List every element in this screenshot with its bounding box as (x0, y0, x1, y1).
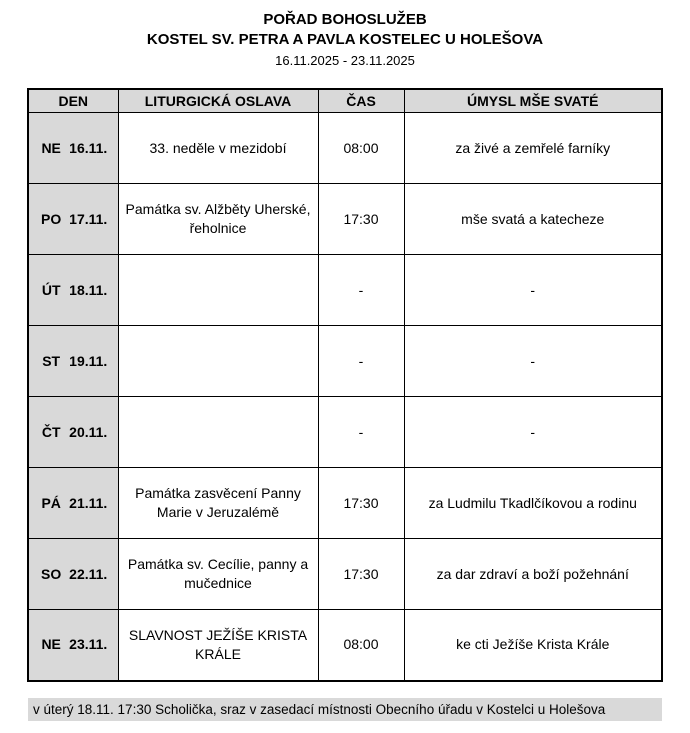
column-header-intention: ÚMYSL MŠE SVATÉ (404, 89, 662, 113)
column-header-celebration: LITURGICKÁ OSLAVA (118, 89, 318, 113)
header-row (28, 89, 662, 113)
intention-cell: - (404, 326, 662, 397)
intention-cell: za Ludmilu Tkadlčíkovou a rodinu (404, 468, 662, 539)
celebration-cell: 33. neděle v mezidobí (118, 113, 318, 184)
celebration-cell (118, 326, 318, 397)
time-cell: 08:00 (318, 113, 404, 184)
table-row (28, 113, 662, 184)
table-row (28, 397, 662, 468)
celebration-cell: Památka zasvěcení Panny Marie v Jeruzalémě (118, 468, 318, 539)
day-cell (28, 539, 118, 610)
day-abbr: PÁ (41, 494, 61, 511)
table-row (28, 326, 662, 397)
intention-cell: - (404, 397, 662, 468)
day-cell (28, 397, 118, 468)
time-cell: - (318, 397, 404, 468)
day-abbr: NE (41, 139, 61, 156)
day-date: 20.11. (69, 423, 108, 440)
day-cell (28, 113, 118, 184)
page-title: POŘAD BOHOSLUŽEB (263, 11, 427, 28)
church-name: KOSTEL SV. PETRA A PAVLA KOSTELEC U HOLEŠOVA (146, 31, 544, 48)
day-abbr: ST (42, 352, 61, 369)
table-row (28, 610, 662, 681)
day-abbr: SO (41, 565, 62, 582)
day-date: 23.11. (69, 636, 108, 653)
time-cell: 17:30 (318, 468, 404, 539)
time-cell: - (318, 255, 404, 326)
table-row (28, 255, 662, 326)
date-range: 16.11.2025 - 23.11.2025 (275, 53, 415, 68)
intention-cell: za dar zdraví a boží požehnání (404, 539, 662, 610)
intention-cell: za živé a zemřelé farníky (404, 113, 662, 184)
day-cell (28, 468, 118, 539)
table-row (28, 539, 662, 610)
celebration-cell: Památka sv. Alžběty Uherské, řeholnice (118, 184, 318, 255)
time-cell: - (318, 326, 404, 397)
day-date: 19.11. (69, 352, 108, 369)
day-abbr: PO (41, 210, 62, 227)
table-row (28, 184, 662, 255)
day-cell (28, 255, 118, 326)
day-date: 17.11. (69, 210, 108, 227)
day-abbr: ÚT (41, 281, 61, 298)
celebration-cell: Památka sv. Cecílie, panny a mučednice (118, 539, 318, 610)
celebration-cell (118, 255, 318, 326)
day-date: 18.11. (69, 281, 108, 298)
intention-cell: ke cti Ježíše Krista Krále (404, 610, 662, 681)
day-date: 21.11. (69, 494, 108, 511)
intention-cell: mše svatá a katecheze (404, 184, 662, 255)
time-cell: 08:00 (318, 610, 404, 681)
time-cell: 17:30 (318, 184, 404, 255)
time-cell: 17:30 (318, 539, 404, 610)
table-row (28, 468, 662, 539)
day-date: 16.11. (69, 139, 108, 156)
day-abbr: ČT (41, 423, 61, 440)
day-cell (28, 326, 118, 397)
day-cell (28, 610, 118, 681)
day-cell (28, 184, 118, 255)
day-date: 22.11. (69, 565, 108, 582)
celebration-cell (118, 397, 318, 468)
intention-cell: - (404, 255, 662, 326)
schedule-table (27, 88, 663, 682)
day-abbr: NE (41, 636, 61, 653)
celebration-cell: SLAVNOST JEŽÍŠE KRISTA KRÁLE (118, 610, 318, 681)
column-header-time: ČAS (318, 89, 404, 113)
column-header-day: DEN (28, 89, 118, 113)
footer-note: v úterý 18.11. 17:30 Scholička, sraz v zasedací místnosti Obecního úřadu v Kostelci u Holešova (28, 698, 662, 721)
